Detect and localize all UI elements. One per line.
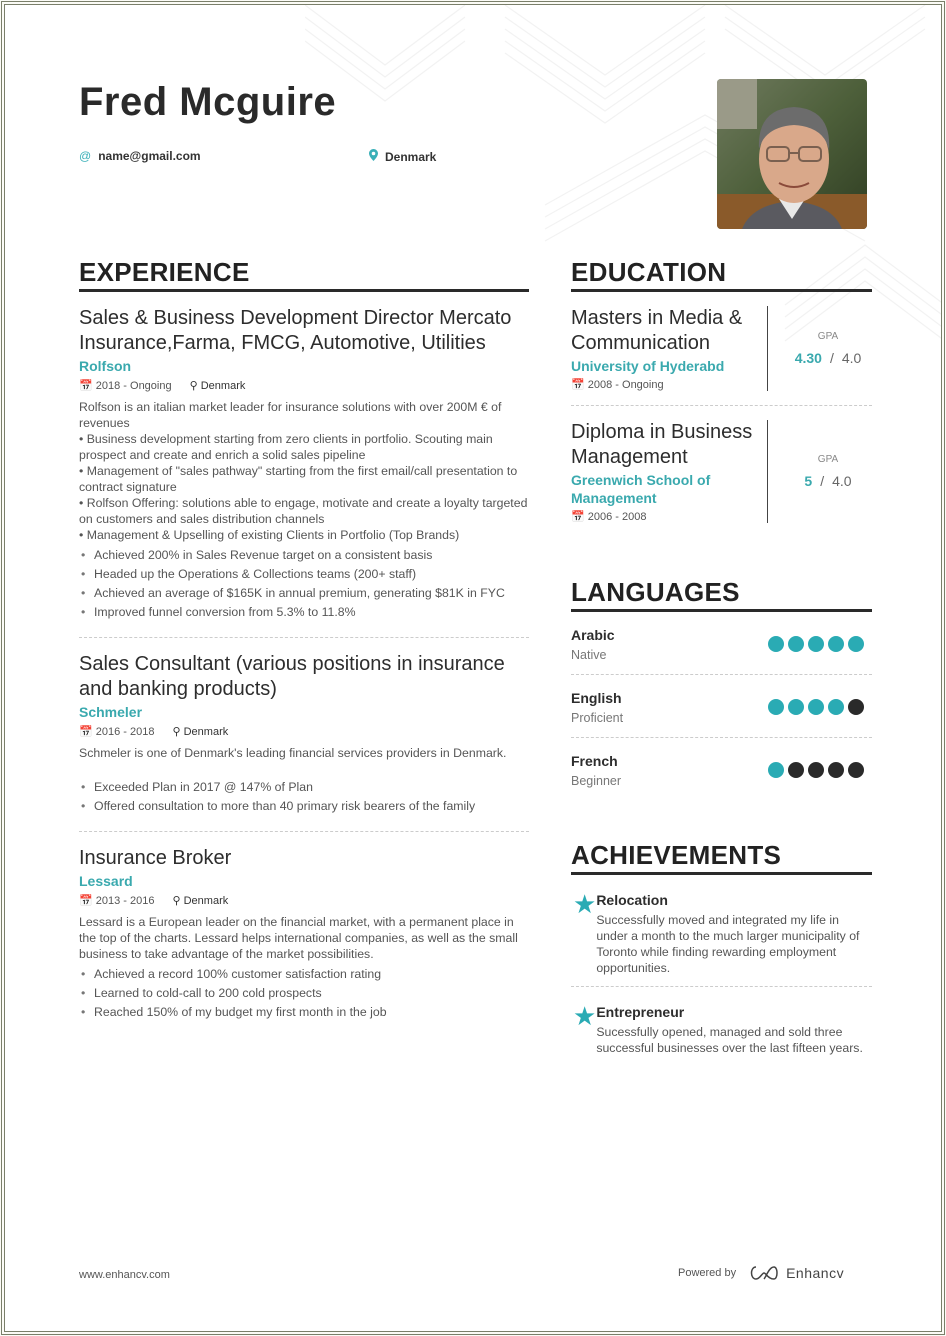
section-title-languages: LANGUAGES (571, 577, 872, 612)
education-entry (571, 406, 872, 537)
candidate-name: Fred Mcguire (79, 80, 337, 124)
company-name[interactable]: Rolfson (79, 358, 132, 374)
dates-text: 2013 - 2016 (95, 895, 155, 907)
star-icon: ★ (573, 1001, 597, 1031)
job-entry (79, 832, 529, 1037)
achievement-description: Sucessfully opened, managed and sold three successful businesses over the last fifteen years. (596, 1025, 863, 1055)
job-dates (79, 725, 154, 739)
company-name[interactable]: Schmeler (79, 704, 143, 720)
description-line: • Business development starting from zero clients in portfolio. Scouting main prospect and create and enrich a solid sales pipeline (79, 432, 493, 462)
right-column (571, 257, 872, 1066)
experience-section (79, 257, 529, 1037)
calendar-icon: 📅 (571, 379, 588, 391)
bullet-item: • Reached 150% of my budget my first month in the job (79, 1004, 529, 1020)
description-line: • Rolfson Offering: solutions able to engage, motivate and create a loyalty targeted on customers and sales distribution channels (79, 496, 528, 526)
map-pin-icon: ⚲ (189, 380, 201, 392)
achievement-item (571, 987, 872, 1066)
bullet-item: • Offered consultation to more than 40 primary risk bearers of the family (79, 798, 529, 814)
powered-by-label: Powered by (678, 1267, 737, 1279)
job-location (172, 725, 228, 739)
dates-text: 2008 - Ongoing (587, 379, 664, 391)
dot-empty-icon (828, 762, 844, 778)
dot-filled-icon (788, 699, 804, 715)
dot-filled-icon (768, 636, 784, 652)
gpa-block (767, 306, 872, 391)
infinity-logo-icon (748, 1265, 780, 1281)
dot-filled-icon (828, 699, 844, 715)
section-title-experience: EXPERIENCE (79, 257, 529, 292)
dates-text: 2006 - 2008 (587, 511, 647, 523)
job-bullets (79, 547, 529, 620)
language-item (571, 738, 872, 800)
achievement-description: Successfully moved and integrated my life in under a month to the much larger municipality of Toronto while finding rewarding employment opportunities. (596, 913, 860, 975)
achievements-section (571, 840, 872, 1066)
school-name[interactable]: Greenwich School of Management (571, 472, 711, 506)
education-dates (571, 378, 757, 391)
gpa-score: 5 (804, 473, 813, 489)
dot-filled-icon (808, 699, 824, 715)
map-pin-icon: ⚲ (172, 895, 184, 907)
description-line: Lessard is a European leader on the financial market, with a permanent place in the top of the charts. Lessard helps international companies, as well as the small business to take advantage of the market possibilities. (79, 915, 518, 961)
at-icon: @ (79, 149, 92, 163)
gpa-max: 4.0 (841, 350, 862, 366)
language-level: Beginner (571, 774, 622, 788)
bullet-item: • Achieved an average of $165K in annual premium, generating $81K in FYC (79, 585, 529, 601)
company-name[interactable]: Lessard (79, 873, 133, 889)
dates-text: 2016 - 2018 (95, 726, 155, 738)
dot-empty-icon (808, 762, 824, 778)
education-entry (571, 292, 872, 406)
location-text: Denmark (385, 149, 437, 164)
achievement-title: Entrepreneur (596, 1004, 685, 1020)
language-name: English (571, 690, 622, 706)
description-line: • Management of "sales pathway" starting from the first email/call presentation to contract signature (79, 464, 518, 494)
profile-photo (717, 79, 867, 229)
education-section (571, 257, 872, 537)
calendar-icon: 📅 (79, 726, 96, 738)
section-title-achievements: ACHIEVEMENTS (571, 840, 872, 875)
achievement-item (571, 875, 872, 987)
description-line: Schmeler is one of Denmark's leading financial services providers in Denmark. (79, 746, 507, 760)
bullet-item: • Learned to cold-call to 200 cold prospects (79, 985, 529, 1001)
job-entry (79, 292, 529, 638)
job-meta (79, 725, 529, 739)
location-text: Denmark (183, 726, 229, 738)
dot-empty-icon (848, 762, 864, 778)
location-text: Denmark (200, 380, 246, 392)
degree-title: Masters in Media & Communication (571, 307, 743, 354)
language-level: Native (571, 648, 607, 662)
dates-text: 2018 - Ongoing (95, 380, 172, 392)
dot-empty-icon (848, 699, 864, 715)
description-line: • Management & Upselling of existing Clients in Portfolio (Top Brands) (79, 528, 460, 542)
dot-filled-icon (808, 636, 824, 652)
proficiency-dots (768, 636, 864, 652)
proficiency-dots (768, 762, 864, 778)
achievement-title: Relocation (596, 892, 668, 908)
job-description (79, 914, 529, 962)
job-title: Sales & Business Development Director Mercato Insurance,Farma, FMCG, Automotive, Utilities (79, 307, 512, 354)
job-dates (79, 894, 154, 908)
calendar-icon: 📅 (571, 511, 588, 523)
dot-filled-icon (788, 636, 804, 652)
bullet-item: • Improved funnel conversion from 5.3% to 11.8% (79, 604, 529, 620)
brand-name: Enhancv (786, 1265, 845, 1281)
language-name: French (571, 753, 618, 769)
gpa-label: GPA (817, 454, 839, 465)
job-dates (79, 379, 172, 393)
bullet-item: • Headed up the Operations & Collections teams (200+ staff) (79, 566, 529, 582)
job-description (79, 399, 529, 543)
job-title: Insurance Broker (79, 847, 232, 869)
gpa-label: GPA (817, 331, 839, 342)
portrait-illustration (717, 79, 867, 229)
gpa-value: 5 / 4.0 (804, 473, 852, 489)
bullet-item: • Achieved 200% in Sales Revenue target on a consistent basis (79, 547, 529, 563)
star-icon: ★ (573, 889, 597, 919)
bullet-item: • Exceeded Plan in 2017 @ 147% of Plan (79, 779, 529, 795)
job-location (190, 379, 246, 393)
calendar-icon: 📅 (79, 380, 96, 392)
contact-location (369, 149, 436, 164)
footer-powered-by[interactable] (678, 1265, 844, 1281)
job-bullets (79, 966, 529, 1020)
location-text: Denmark (183, 895, 229, 907)
calendar-icon: 📅 (79, 895, 96, 907)
email-text: name@gmail.com (98, 149, 201, 163)
bullet-item: • Achieved a record 100% customer satisfaction rating (79, 966, 529, 982)
school-name[interactable]: University of Hyderabd (571, 358, 725, 374)
brand-logo (748, 1265, 844, 1281)
gpa-block (767, 420, 872, 523)
dot-filled-icon (768, 762, 784, 778)
education-dates (571, 510, 757, 523)
gpa-max: 4.0 (832, 473, 852, 489)
job-bullets (79, 779, 529, 814)
language-item (571, 675, 872, 738)
proficiency-dots (768, 699, 864, 715)
map-pin-icon: ⚲ (172, 726, 184, 738)
language-name: Arabic (571, 627, 615, 643)
map-pin-icon (369, 149, 378, 164)
dot-empty-icon (788, 762, 804, 778)
dot-filled-icon (848, 636, 864, 652)
job-meta (79, 894, 529, 908)
languages-section (571, 577, 872, 800)
language-item (571, 612, 872, 675)
language-level: Proficient (571, 711, 624, 725)
footer-website-link[interactable]: www.enhancv.com (79, 1269, 170, 1281)
job-meta (79, 379, 529, 393)
contact-email[interactable] (79, 149, 201, 163)
job-location (172, 894, 228, 908)
section-title-education: EDUCATION (571, 257, 872, 292)
dot-filled-icon (768, 699, 784, 715)
degree-title: Diploma in Business Management (571, 421, 753, 468)
description-line: Rolfson is an italian market leader for insurance solutions with over 200M € of revenues (79, 400, 502, 430)
job-description (79, 745, 529, 761)
gpa-score: 4.30 (794, 350, 822, 366)
gpa-value: 4.30 / 4.0 (794, 350, 862, 366)
job-entry (79, 638, 529, 832)
dot-filled-icon (828, 636, 844, 652)
job-title: Sales Consultant (various positions in insurance and banking products) (79, 653, 505, 700)
